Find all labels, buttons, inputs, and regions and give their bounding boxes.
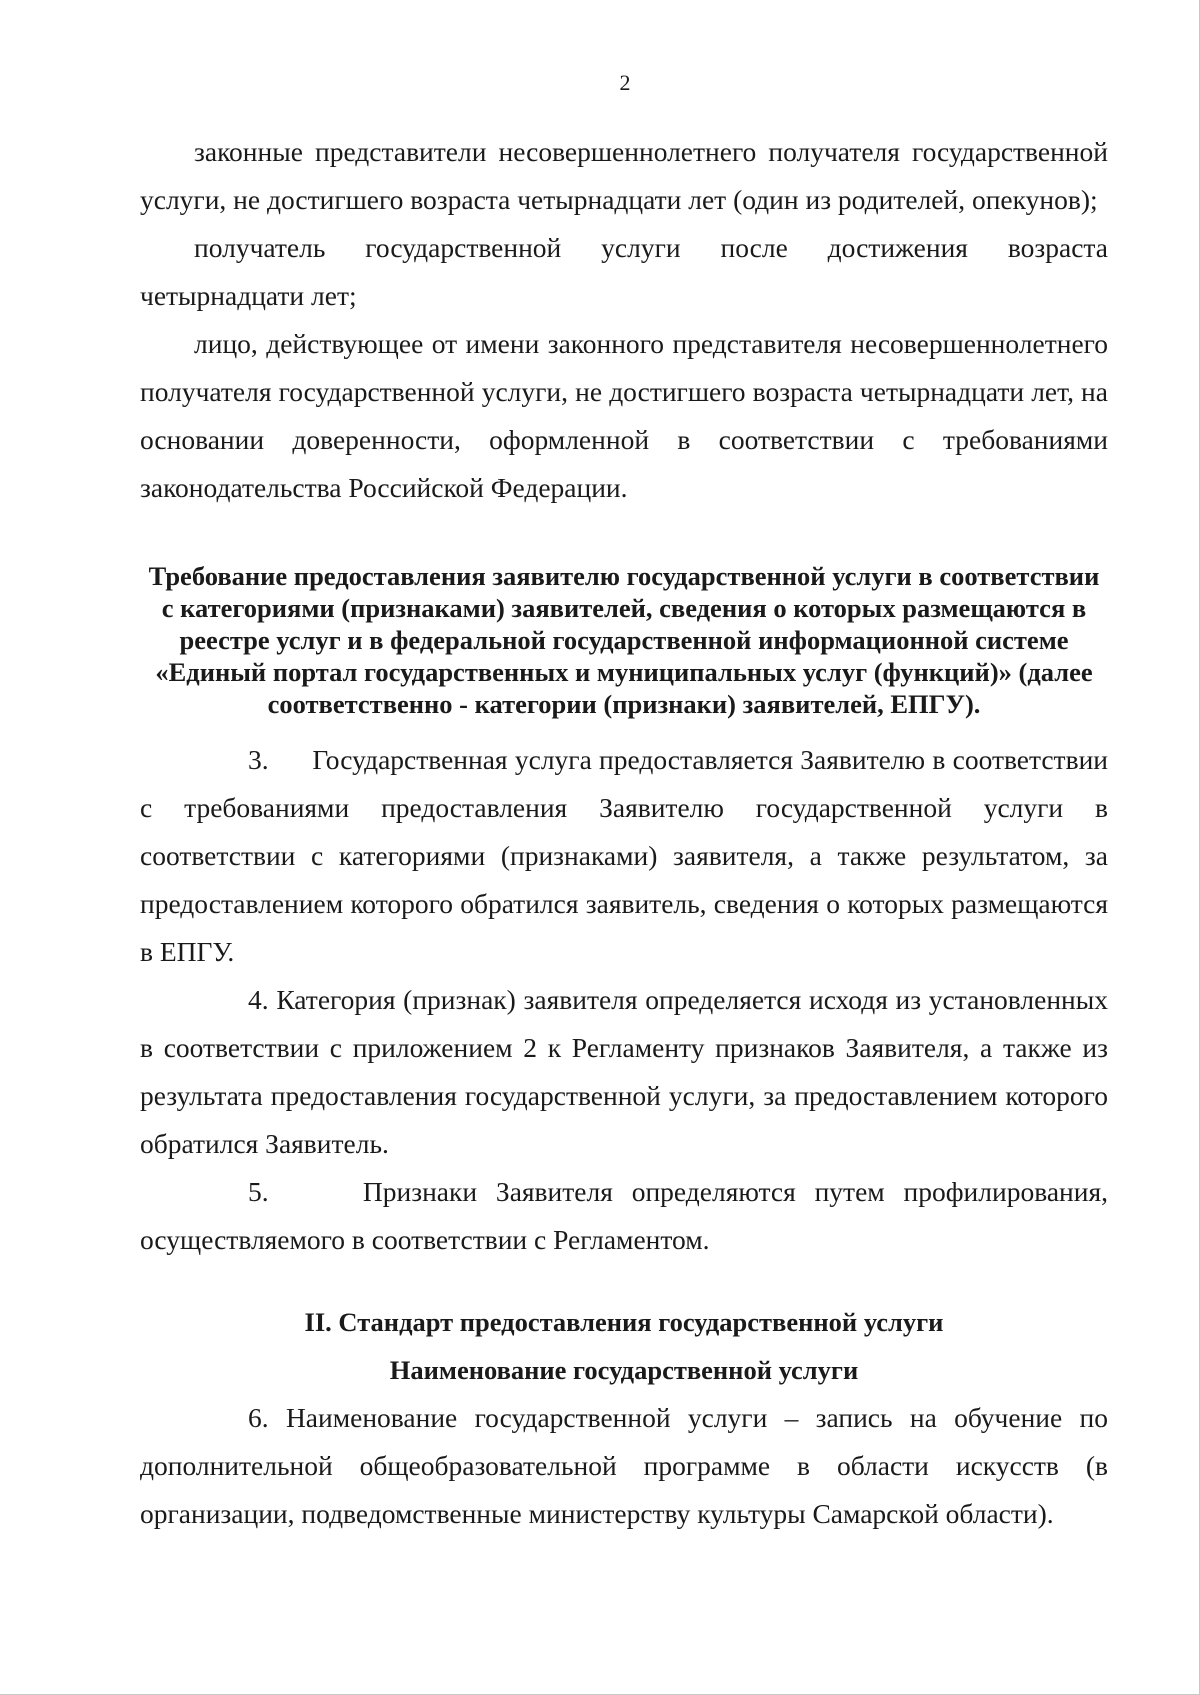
paragraph-acting-person: лицо, действующее от имени законного представителя несовершеннолетнего получателя государственной услуги, не достигшего возраста четырнадцати лет, на основании доверенности, оформленной в соответствии с требованиями законодательства Российской Федерации. <box>140 328 1108 503</box>
item-5 <box>140 1168 1108 1264</box>
document-body <box>140 128 1108 1538</box>
item-5-text: Признаки Заявителя определяются путем профилирования, осуществляемого в соответствии с Регламентом. <box>140 1176 1109 1255</box>
item-3 <box>140 736 1108 976</box>
paragraph-recipient-after-14: получатель государственной услуги после достижения возраста четырнадцати лет; <box>140 232 1108 311</box>
item-3-text: Государственная услуга предоставляется Заявителю в соответствии с требованиями предоставления Заявителю государственной услуги в соответствии с категориями (признаками) заявителя, а также результатом, за предоставлением которого обратился заявитель, сведения о которых размещаются в ЕПГУ. <box>140 744 1108 967</box>
page-number: 2 <box>619 70 631 95</box>
item-4-number: 4. <box>248 984 269 1015</box>
item-6-text: Наименование государственной услуги – запись на обучение по дополнительной общеобразовательной программе в области искусств (в организации, подведомственные министерству культуры Самарской области). <box>140 1402 1108 1529</box>
item-6 <box>140 1394 1108 1538</box>
section-heading: II. Стандарт предоставления государственной услуги <box>304 1307 944 1337</box>
item-4 <box>140 976 1108 1168</box>
heading-requirement: Требование предоставления заявителю государственной услуги в соответствии с категориями (признаками) заявителей, сведения о которых размещаются в реестре услуг и в федеральной государственной информационной системе «Единый портал государственных и муниципальных услуг (функций)» (далее соответственно - категории (признаки) заявителей, ЕПГУ). <box>148 561 1100 719</box>
item-6-number: 6. <box>248 1402 269 1433</box>
item-3-number: 3. <box>248 744 269 775</box>
item-5-number: 5. <box>248 1176 269 1207</box>
paragraph-legal-representatives: законные представители несовершеннолетнего получателя государственной услуги, не достигшего возраста четырнадцати лет (один из родителей, опекунов); <box>140 136 1108 215</box>
subheading-service-name: Наименование государственной услуги <box>389 1355 859 1385</box>
item-4-text: Категория (признак) заявителя определяется исходя из установленных в соответствии с приложением 2 к Регламенту признаков Заявителя, а также из результата предоставления государственной услуги, за предоставлением которого обратился Заявитель. <box>140 984 1109 1159</box>
